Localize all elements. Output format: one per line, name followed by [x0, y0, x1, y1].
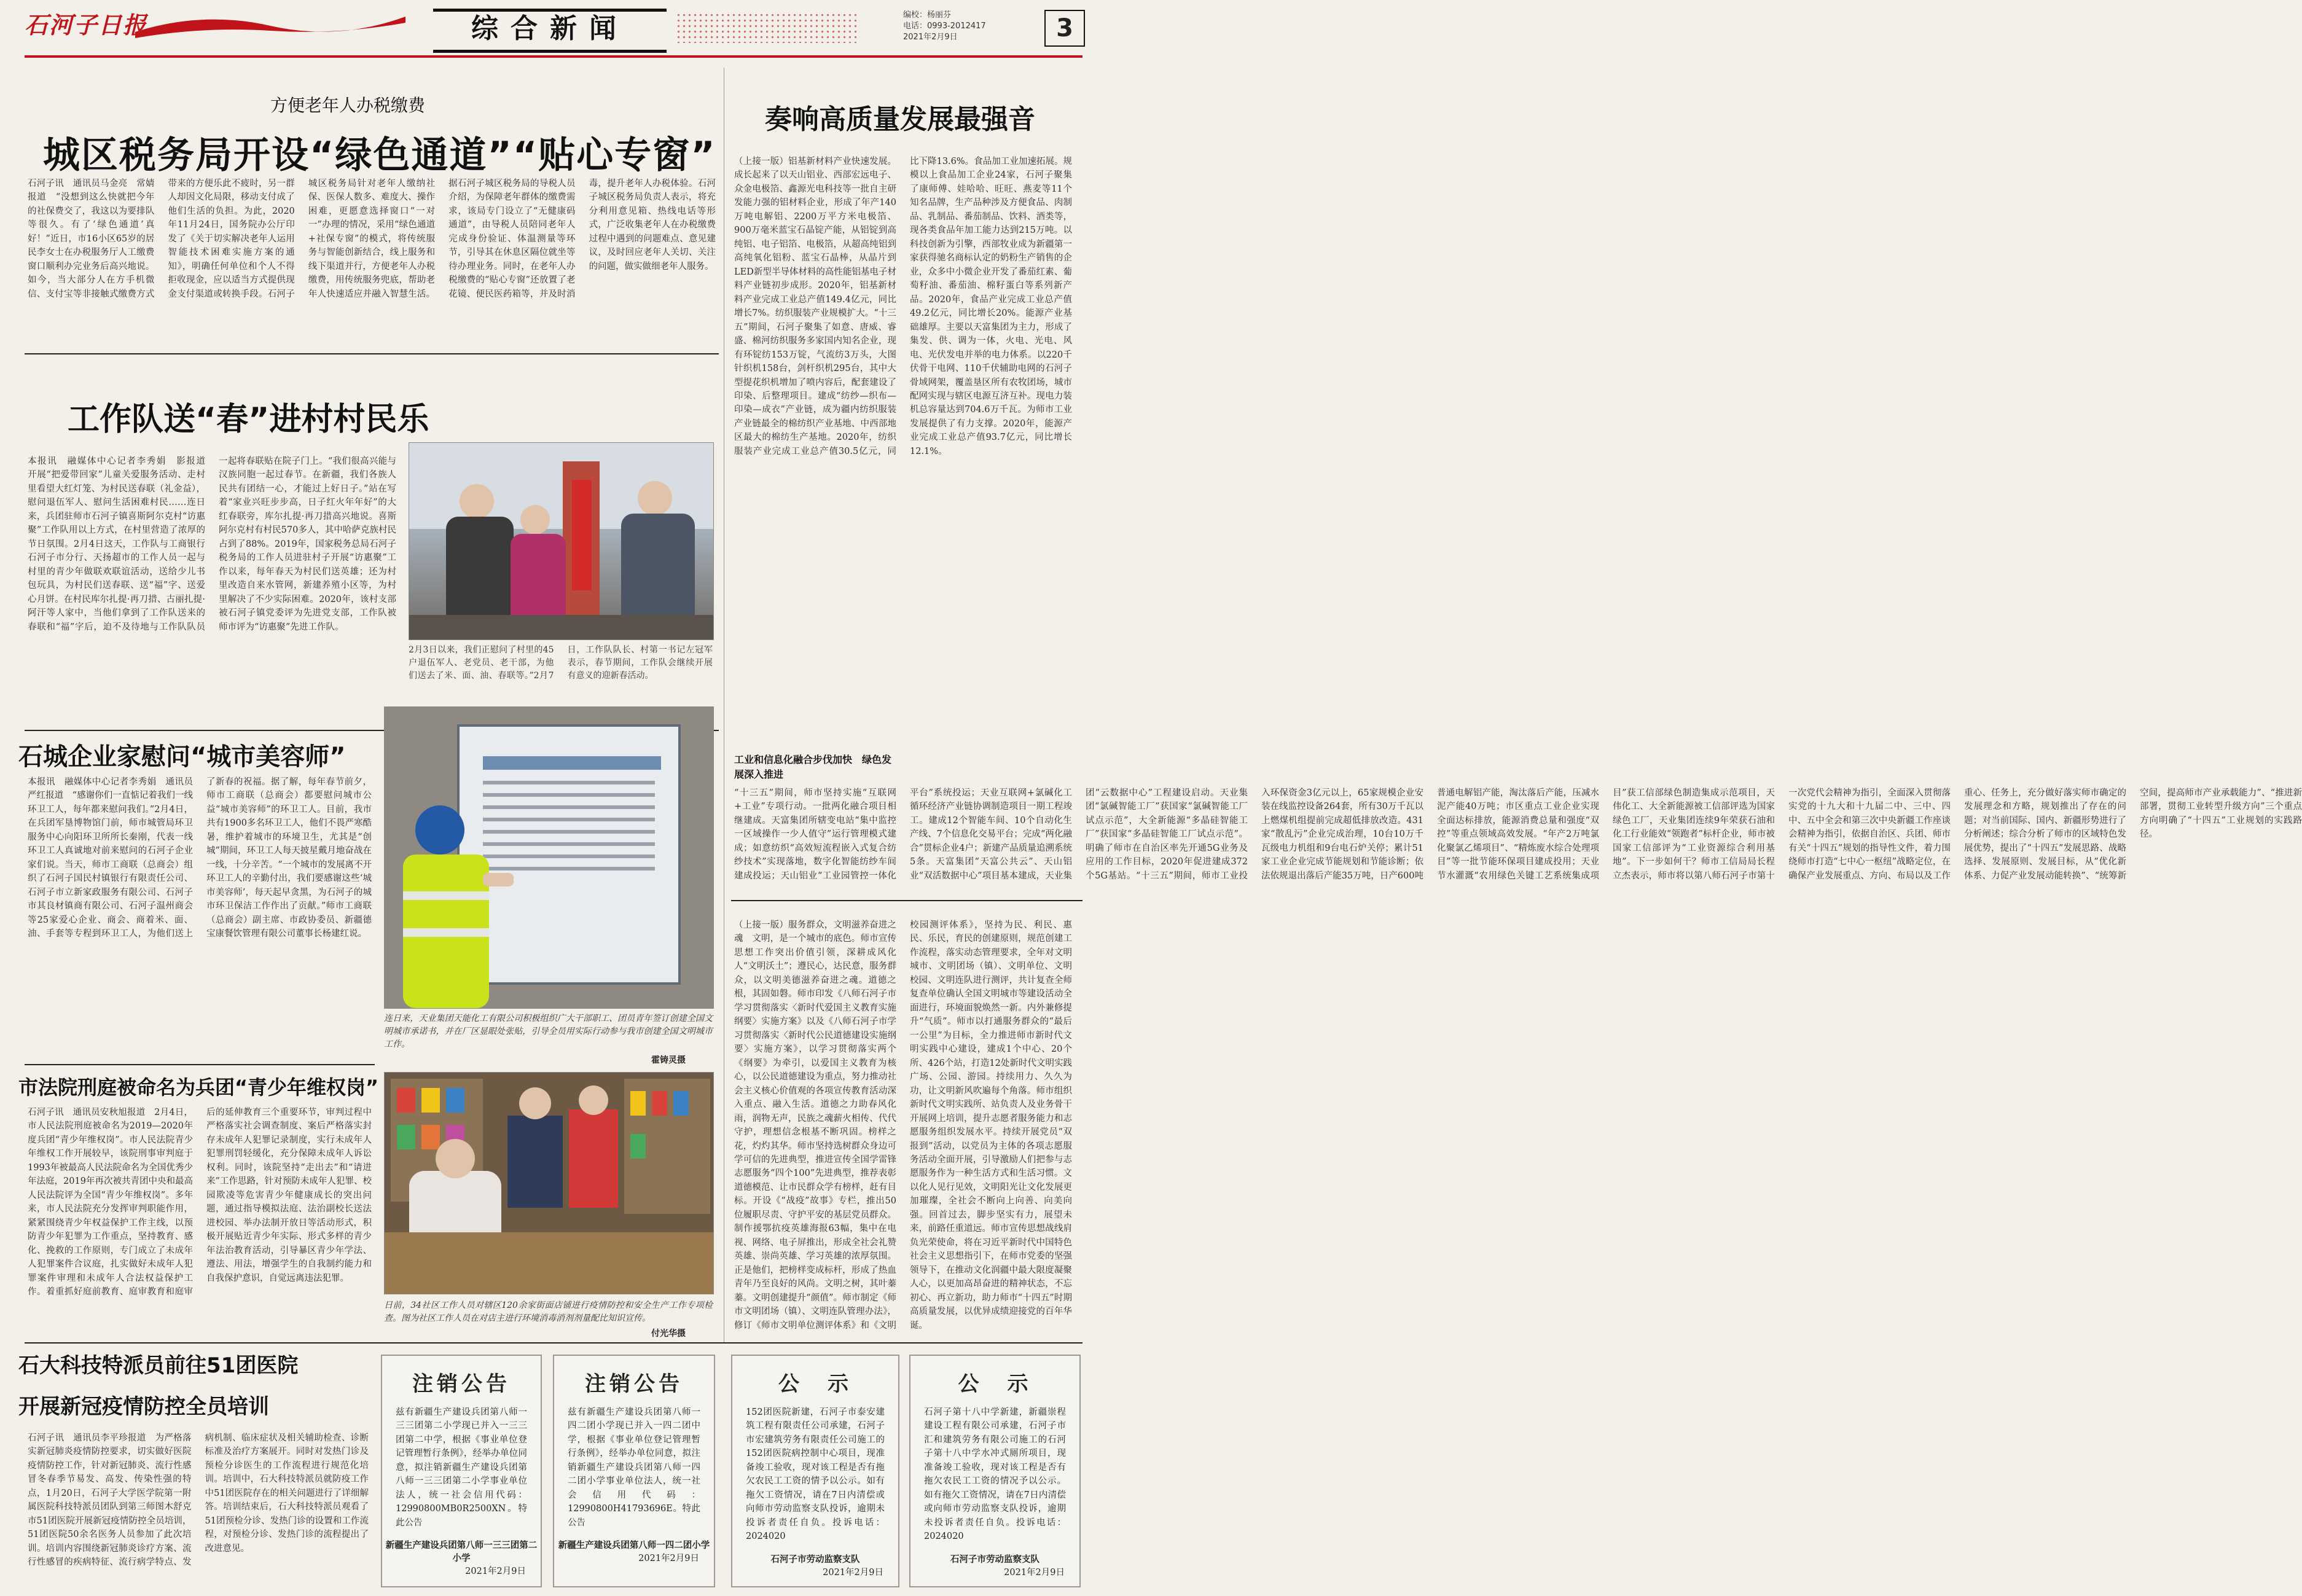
red-wave-decoration: [135, 7, 405, 44]
civil-body: （上接一版）服务群众，文明滋养奋进之魂 文明，是一个城市的底色。师市宣传思想工作突出价值引领，深耕成风化人“文明沃土”；遵民心，达民意，服务群众，以文明美德滋养奋进之魂。道德之根，其固如磐。师市印发《八师石河子市学习贯彻落实〈新时代爱国主义教育实施纲要〉实施方案》以及《八师石河子市学习贯彻落实〈新时代公民道德建设实施纲要〉实施方案》，以学习贯彻落实两个《纲要》为牵引，以爱国主义教育为核心，以公民道德建设为重点，努力推动社会主义核心价值观的各项宣传教育活动深入重点、融入生活。道德之力助春风化雨，润物无声，民族之魂薪火相传、代代守护，理想信念根基不断巩固。榜样之花，灼灼其华。师市坚持选树群众身边可学可信的先进典型，推进宣传全国学雷锋志愿服务“四个100”先进典型，推荐表彰道德模范、让市民群众学有榜样，赶有目标。开设《“战疫”故事》专栏，推出50位履职尽责、守护平安的基层党员群众。制作援鄂抗疫英雄海报63幅，集中在电视、网络、电子屏推出，形成全社会礼赞英雄、崇尚英雄、学习英雄的浓厚氛围。正是他们，把榜样变成标杆，形成了热血青年乃至良好的风尚。文明之树，其叶蓁蓁。文明创建提升“颜值”。师市制定《师市文明团场（镇）、文明连队管理办法》，修订《师市文明单位测评体系》和《文明校园测评体系》，坚持为民、利民、惠民、乐民，育民的创建原则，规范创建工作流程，落实动态管理要求，全年对文明城市、文明团场（镇）、文明单位、文明校园、文明连队进行测评，共计复查全师复查单位确认全国文明城市等建设活动全面进行，环境面貌焕然一新。内外兼修提升“气质”。师市以打通服务群众的“最后一公里”为目标，全力推进师市新时代文明实践中心建设，建成1个中心、20个所、426个站，打造12处新时代文明实践广场、公园、游园。持续用力、久久为功，让文明新风吹遍每个角落。师市组织新时代文明实践所、站负责人及业务骨干开展网上培训，提升志愿者服务能力和志愿服务组织发展水平。持续开展党员“双报到”活动，以党员为主体的各项志愿服务活动全面开展，引导激励人们把参与志愿服务作为一种生活方式和生活习惯。文以化人见行见效，文明阳光让文化发展更加璀璨，全社会不断向上向善、向美向强。回首过去，脚步坚实有力，展望未来，前路任重道远。师市宣传思想战线肩负光荣使命，将在习近平新时代中国特色社会主义思想指引下，在师市党委的坚强领导下，在推动文化润疆中最大限度凝聚人心，以更加高昂奋进的精神状态，不忘初心、再立新功，助力师市“十四五”时期高质量发展，以优异成绩迎接党的百年华诞。: [734, 920, 1072, 1331]
medical-body: 石河子讯 通讯员李平珍报道 为严格落实新冠肺炎疫情防控要求，切实做好医院疫情防控工作，针对新冠肺炎、流行性感冒冬春季节易发、高发、传染性强的特点，1月20日，石河子大学医学院第一附属医院科技特派员团队到第三师图木舒克市51团医院开展新冠疫情防控全员培训，51团医院50余名医务人员参加了此次培训。培训内容围绕新冠肺炎诊疗方案、流行性感冒的疾病特征、流行病学特点、发病机制、临床症状及相关辅助检查、诊断标准及治疗方案展开。同时对发热门诊及预检分诊医生的工作流程进行规范化培训。培训中，石大科技特派员就防疫工作中51团医院存在的相关问题进行了详细解答。培训结束后，石大科技特派员观看了51团预检分诊、发热门诊的设置和工作流程，对预检分诊、发热门诊的流程提出了改进意见。: [28, 1433, 369, 1568]
quality-body: （上接一版）铝基新材料产业快速发展。成长起来了以天山铝业、西部宏远电子、众金电极箔、鑫源光电科技等一批自主研发能力强的铝材料企业，形成了年产140万吨电解铝、2200万平方米电极箔、900万毫米蓝宝石晶锭产能，从铝锭到高纯铝、电子铝箔、电极箔，从超高纯铝到高纯氧化铝粉、蓝宝石晶棒，从晶片到LED新型半导体材料的高性能铝基电子材料产业链初步成形。2020年，铝基新材料产业完成工业总产值149.4亿元，同比增长7%。纺织服装产业规模扩大。“十三五”期间，石河子聚集了如意、唐威、睿盛、棉河纺织服务多家国内知名企业，现有环锭纺153万锭，气流纺3万头，大图针织机158台，剑杆织机295台，其中大型提花织机增加了喷内容后，配套建设了印染、后整理项目。建成“纺纱—织布—印染—成衣”产业链，成为疆内纺织服装产业链最全的棉纺织产业基地、中西部地区最大的棉纺生产基地。2020年，纺织服装产业完成工业总产值30.5亿元，同比下降13.6%。食品加工业加速拓展。规模以上食品加工企业24家，石河子聚集了康师傅、娃哈哈、旺旺、燕麦等11个知名品牌，生产品种涉及方便食品、肉制品、乳制品、番茄制品、饮料、酒类等，现各类食品年加工能力达到215万吨。以科技创新为引擎，西部牧业成为新疆第一家获得驰名商标认定的奶粉生产销售的企业，众多中小微企业开发了番茄红素、葡萄籽油、番茄油、棉籽蛋白等系列新产品。2020年，食品产业完成工业总产值49.2亿元，同比增长20%。能源产业基础雄厚。主要以天富集团为主力，形成了集发、供、调为一体，火电、光电、风电、光伏发电并举的电力体系。以220千伏骨干电网、110千伏辅助电网的石河子骨域网架，覆盖垦区所有农牧团场，城市配网实现与辖区电源互济互补。现电力装机总容量达到704.6万千瓦。为师市工业发展提供了有力支撑。2020年，能源产业完成工业总产值93.7亿元，同比增长12.1%。: [734, 157, 1072, 456]
quality-subhead: 工业和信息化融合步伐加快 绿色发展深入推进: [734, 754, 892, 780]
shop-photo-credit: 付光华摄: [651, 1329, 686, 1339]
notice-2: [553, 1355, 715, 1587]
masthead-rule: [25, 55, 1082, 58]
tax-body: 石河子讯 通讯员马金亮 常婧报道 “没想到这么快就把今年的社保费交了，我这以为要排队等很久。有了‘绿色通道’真好！”近日，市16小区65岁的居民李女士在办税服务厅人工缴费窗口顺利办完业务后高兴地说。如今，当大部分人在方手机微信、支付宝等非接触式缴费方式带来的方便乐此不疲时，另一群人却因文化局限，移动支付成了他们生活的负担。为此，2020年11月24日，国务院办公厅印发了《关于切实解决老年人运用智能技术困难实施方案的通知》，明确任何单位和个人不得拒收现金，应以适当方式提供现金支付渠道或转换手段。石河子城区税务局针对老年人缴纳社保、医保人数多、难度大、操作困难，更愿意选择窗口“一对一”办理的情况，采用“绿色通道+社保专窗”的模式，将传统服务与智能创新结合，线上服务和线下渠道并行，方便老年人办税缴费，用传统服务兜底，帮助老年人快速适应并融入智慧生活。据石河子城区税务局的导税人员介绍，为保障老年群体的缴费需求，该局专门设立了“无健康码通道”，由导税人员陪同老年人完成身份验证、体温测量等环节，引导其在休息区隔位就坐等待办理业务。同时，在老年人办税缴费的“贴心专窗”还放置了老花镜、便民医药箱等，并及时消毒，提升老年人办税体验。石河子城区税务局负责人表示，将充分利用意见箱、热线电话等形式，广泛收集老年人在办税缴费过程中遇到的问题难点、意见建议，及时回应老年人关切、关注的问题，做实做细老年人服务。: [28, 179, 716, 299]
notice-4-body: 石河子第十八中学新建，新疆崇程建设工程有限公司承建，石河子市汇和建筑劳务有限公司施工的石河子第十八中学水冲式厕所项目，现准备竣工验收，现对该工程是否有拖欠农民工工资的情况予以公示。如有拖欠工资情况，请在7日内清偿或向师市劳动监察支队投诉，逾期未投诉者责任自负。投诉电话：2024020: [924, 1407, 1066, 1542]
section-title-box: [433, 9, 667, 53]
page-number-box: [1044, 10, 1085, 47]
sanitation-photo-credit: 霍铸灵摄: [651, 1055, 686, 1065]
sanitation-photo: [384, 706, 714, 1009]
notice-1-date: 2021年2月9日: [465, 1567, 526, 1577]
notice-1: [381, 1355, 542, 1587]
notice-2-title: 注销公告: [585, 1372, 683, 1396]
section-title: 综合新闻: [471, 13, 628, 44]
notice-1-signer: 新疆生产建设兵团第八师一三三团第二小学: [385, 1541, 538, 1564]
date-label: 2021年2月9日: [903, 33, 958, 42]
notice-4: [909, 1355, 1081, 1587]
paper-logo: 石河子日报: [25, 11, 148, 39]
notice-2-date: 2021年2月9日: [638, 1554, 699, 1564]
village-photo: [409, 442, 714, 640]
tax-headline: 城区税务局开设“绿色通道”“贴心专窗”: [43, 134, 716, 177]
notice-3-signer: 石河子市劳动监察支队: [770, 1554, 860, 1565]
village-headline: 工作队送“春”进村村民乐: [68, 401, 429, 438]
court-body: 石河子讯 通讯员安秋旭报道 2月4日，市人民法院刑庭被命名为2019—2020年度兵团“青少年维权岗”。市人民法院青少年维权工作开展较早，该院刑事审判庭于1993年被最高人民法院命名为全国优秀少年法庭，2019年再次被共青团中央和最高人民法院评为全国“青少年维权岗”。多年来，市人民法院充分发挥审判职能作用，紧紧围绕青少年权益保护工作主线，以预防青少年犯罪为工作重点，坚持教育、感化、挽救的工作原则，专门成立了未成年人犯罪案件合议庭，扎实做好未成年人犯罪案件审理和未成年人合法权益保护工作。着重抓好庭前教育、庭审教育和庭审后的延伸教育三个重要环节，审判过程中严格落实社会调查制度、案后严格落实封存未成年人犯罪记录制度，实行未成年人犯罪刑罚轻缓化，充分保障未成年人诉讼权利。同时，该院坚持“走出去”和“请进来”工作思路，针对预防未成年人犯罪、校园欺凌等危害青少年健康成长的突出问题，通过指导模拟法庭、法治副校长送法进校园、举办法制开放日等活动形式，积极开展贴近青少年实际、形式多样的青少年法治教育活动，引导暴区青少年学法、遵法、用法，增强学生的自我制约能力和自我保护意识，自觉远离违法犯罪。: [28, 1108, 372, 1297]
divider-court: [25, 1342, 1082, 1344]
notice-1-title: 注销公告: [412, 1372, 511, 1396]
notice-3: [731, 1355, 899, 1587]
shop-caption: 日前，34社区工作人员对辖区120余家街面店铺进行疫情防控和安全生产工作专项检查。图为社区工作人员在对店主进行环境消毒消剂剂量配比知识宣传。: [384, 1301, 713, 1323]
phone-label: 电话：0993-2012417: [903, 22, 986, 31]
notice-4-date: 2021年2月9日: [1004, 1567, 1065, 1578]
quality-body-2: “十三五”期间，师市坚持实施“互联网+工业”专项行动。一批两化融合项目相继建成。天富集团所辖变电站“集中监控一区域操作一少人值守”运行管理模式建成；如意纺织“高效短流程嵌入式复合纺纱技术”实现落地，数字化智能纺纱车间建成投运；天山铝业“工业园管控一体化平台”系统投运；天业互联网+氯碱化工循环经济产业链协调制造项目一期工程竣工。建成12个智能车间、10个自动化生产线、7个信息化交易平台；完成“两化融合”贯标企业4户；新建产品质量追溯系统5条。天富集团“天富公共云”、天山铝业“双活数据中心”项目基本建成，天业集团“云数据中心”工程建设启动。天业集团“氯碱智能工厂”获国家“氯碱智能工厂试点示范”，大全新能源“多晶硅智能工厂”获国家“多晶硅智能工厂试点示范”。明确了师市在自治区率先开通5G业务及应用的工作目标，2020年促进建成372个5G基站。“十三五”期间，师市工业投入环保资金3亿元以上，65家规模企业安装在线监控设备264套，所有30万千瓦以上燃煤机组提前完成超低排放改造。431家“散乱污”企业完成治理，10台10万千瓦级电力机组和9台电石炉关停；累计51家工业企业完成节能规划和节能诊断；依法依规退出落后产能35万吨，日产600吨普通电解铝产能，淘汰落后产能，压减水泥产能40万吨；市区重点工业企业实现全面达标排放，能源消费总量和强度“双控”等重点领域高效发展。“年产2万吨氯化聚氯乙烯项目”、“精炼废水综合处理项目”等一批节能环保项目建成投用；天业节水灌溉“农用绿色关键工艺系统集成项目”获工信部绿色制造集成示范项目，天伟化工、大全新能源被工信部评选为国家绿色工厂，天业集团连续9年荣获石油和化工行业能效“领跑者”标杆企业，师市被国家工信部评为“工业资源综合利用基地”。下一步如何干？师市工信局局长程立杰表示，师市将以第八师石河子市第十一次党代会精神为指引，全面深入贯彻落实党的十九大和十九届二中、三中、四中、五中全会和第三次中央新疆工作座谈会精神为指引，依据自治区、兵团、师市有关“十四五”规划的指导性文件，着力围绕师市打造“七中心一枢纽”战略定位，在确保产业发展重点、方向、布局以及工作重心、任务上，充分做好落实师市确定的发展理念和方略，规划推出了存在的问题；对当前国际、国内、新疆形势进行了分析阐述；综合分析了师市的区域特色发展优势，提出了“十四五”发展思路、战略选择、发展原则、发展目标，从“优化新体系、力促产业发展动能转换”、“统筹新空间，提高师市产业承载能力”、“推进新部署，贯彻工业转型升级方向”三个重点方向明确了“十四五”工业规划的实践路径。: [734, 788, 2302, 881]
notice-2-signer: 新疆生产建设兵团第八师一四二团小学: [558, 1541, 710, 1551]
notice-3-title: 公 示: [778, 1372, 852, 1396]
enterprise-headline: 石城企业家慰问“城市美容师”: [18, 743, 346, 771]
court-headline: 市法院刑庭被命名为兵团“青少年维权岗”: [18, 1076, 379, 1099]
editor-info: [903, 10, 986, 43]
notice-3-date: 2021年2月9日: [823, 1567, 883, 1578]
divider-quality: [731, 900, 1082, 901]
tax-kicker: 方便老年人办税缴费: [270, 95, 426, 115]
medical-headline-line1: 石大科技特派员前往51团医院: [18, 1353, 299, 1378]
divider-tax: [25, 353, 719, 354]
sanitation-caption: 连日来，天业集团天能化工有限公司积极组织广大干部职工、团员青年签订创建全国文明城市承诺书，并在厂区显眼处张贴，引导全员用实际行动参与我市创建全国文明城市工作。: [384, 1014, 713, 1049]
village-caption: 2月3日以来，我们正慰问了村里的45户退伍军人、老党员、老干部，为他们送去了米、面、油、春联等。”2月7日，工作队队长、村第一书记左冠军表示，春节期间，工作队会继续开展有意义的迎新春活动。: [409, 645, 713, 681]
notice-1-body: 兹有新疆生产建设兵团第八师一三三团第二小学现已并入一三三团第二中学，根据《事业单位登记管理暂行条例》，经举办单位同意，拟注销新疆生产建设兵团第八师一三三团第二小学事业单位法人，统一社会信用代码：12990800MB0R2500XN。特此公告: [396, 1407, 527, 1528]
notice-2-body: 兹有新疆生产建设兵团第八师一四二团小学现已并入一四二团中学，根据《事业单位登记管理暂行条例》，经举办单位同意，拟注销新疆生产建设兵团第八师一四二团小学事业单位法人，统一社会信用代码：12990800H41793696E。特此公告: [568, 1407, 700, 1528]
dot-pattern: [676, 12, 860, 43]
notice-3-body: 152团医院新建，石河子市泰安建筑工程有限责任公司承建，石河子市宏建筑劳务有限责任公司施工的152团医院病控制中心项目，现准备竣工验收，现对该工程是否有拖欠农民工工资的情予以公示。如有拖欠工资情况，请在7日内清偿或向师市劳动监察支队投诉，逾期未投诉者责任自负。投诉电话：2024020: [746, 1407, 885, 1542]
village-body: 本报讯 融媒体中心记者李秀娟 影报道 开展“把爱带回家”儿童关爱服务活动、走村里看望大红灯笼、为村民送春联（礼金益），慰问退伍军人、慰问生活困难村民……连日来，兵团驻师市石河子镇喜斯阿尔克村“访惠聚”工作队用以上方式，在村里营造了浓厚的节日氛围。2月4日这天，工作队与工商银行石河子市分行、天扬超市的工作人员一起与村里的青少年做联欢联谊活动，送给少儿书包玩具，为村民们送春联、送“福”字、送爱心月饼。在村民库尔扎提·再刀措、古丽扎提·阿汗等人家中，当他们拿到了工作队送来的春联和“福”字后，迫不及待地与工作队队员一起将春联贴在院子门上。“我们很高兴能与汉族同胞一起过春节。在新疆，我们各族人民共有团结一心，才能过上好日子。”站在写着“家业兴旺步步高，日子红火年年好”的大红春联旁，库尔扎提·再刀措高兴地说。喜斯阿尔克村有村民570多人，其中哈萨克族村民占到了88%。2019年，国家税务总局石河子税务局的工作人员进驻村子开展“访惠聚”工作以来，每年春天为村民们送英雄；还为村里改造自来水管网，新建养殖小区等，为村里解决了不少实际困难。2020年，该村支部被石河子镇党委评为先进党支部，工作队被师市评为“访惠聚”先进工作队。: [28, 456, 396, 632]
divider-enterprise: [25, 1064, 375, 1065]
masthead: [0, 0, 1098, 54]
notice-4-signer: 石河子市劳动监察支队: [950, 1554, 1039, 1565]
shop-photo: [384, 1072, 714, 1294]
editor-label: 编校：杨丽芬: [903, 10, 952, 20]
medical-headline-line2: 开展新冠疫情防控全员培训: [18, 1395, 269, 1419]
quality-headline: 奏响高质量发展最强音: [765, 104, 1035, 135]
page-number: 3: [1056, 14, 1073, 42]
enterprise-body: 本报讯 融媒体中心记者李秀娟 通讯员严红报道 “感谢你们一直惦记着我们一线环卫工人，每年都来慰问我们。”2月4日，在兵团军垦博物馆门前，师市城管局环卫服务中心向阳环卫所所长秦刚，代表一线环卫工人真诚地对前来慰问的石河子企业家们说。当天，师市工商联（总商会）组织了石河子国民村镇银行有限责任公司、石河子市立新家政服务有限公司、石河子市其良材镇商有限公司、石河子温州商会等25家爱心企业、商会、商着米、面、油、手套等专程到环卫工人，为他们送上了新春的祝福。据了解，每年春节前夕，师市工商联（总商会）都要慰问城市公益“城市美容师”的环卫工人。目前，我市共有1900多名环卫工人，他们不畏严寒酷暑，维护着城市的环境卫生，尤其是“创城”期间，环卫工人每天披星戴月地奋战在一线，十分辛苦。“一个城市的发展离不开环卫工人的辛勤付出，我们要感谢这些‘城市美容师’，每天起早贪黑，为石河子的城市环卫保洁工作作出了贡献。”师市工商联（总商会）副主席、市政协委员、新疆德宝康餐饮管理有限公司董事长杨建红说。: [28, 777, 372, 939]
notice-4-title: 公 示: [958, 1372, 1032, 1396]
